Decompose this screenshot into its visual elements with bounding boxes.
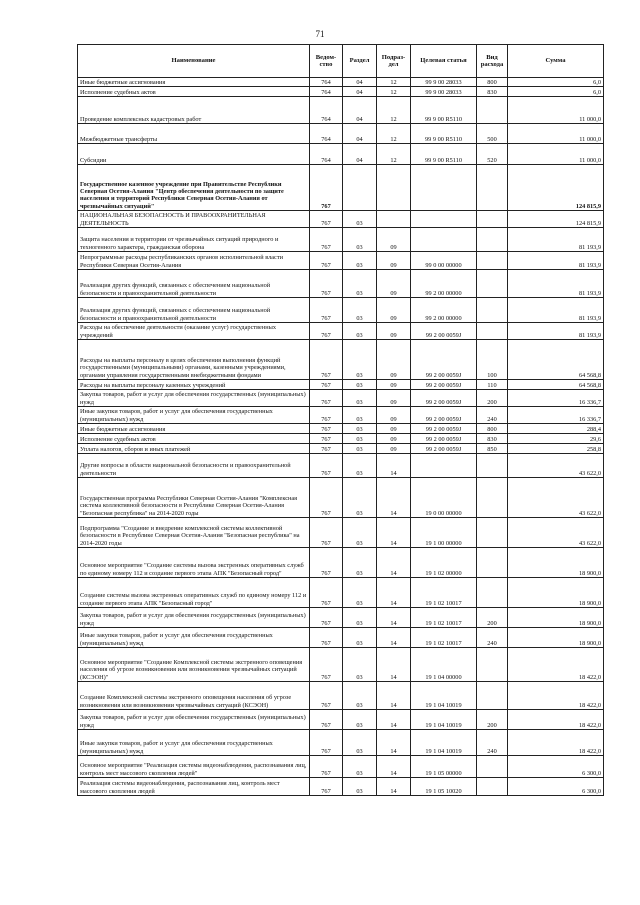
cell-vedomstvo: 767 xyxy=(310,340,343,380)
cell-vedomstvo: 767 xyxy=(310,407,343,424)
table-row xyxy=(78,407,604,424)
table-row xyxy=(78,211,604,228)
cell-expense-type xyxy=(477,756,508,778)
table-row xyxy=(78,340,604,380)
cell-sum: 43 622,0 xyxy=(508,478,604,518)
cell-target-article: 99 2 00 00000 xyxy=(411,298,477,323)
cell-podrazdel xyxy=(377,211,411,228)
cell-target-article: 99 2 00 0059J xyxy=(411,323,477,340)
cell-vedomstvo: 767 xyxy=(310,434,343,444)
table-row xyxy=(78,323,604,340)
cell-vedomstvo: 767 xyxy=(310,730,343,756)
cell-sum: 6,0 xyxy=(508,78,604,87)
table-row xyxy=(78,454,604,478)
cell-vedomstvo: 767 xyxy=(310,444,343,454)
cell-expense-type xyxy=(477,298,508,323)
table-row xyxy=(78,380,604,390)
cell-target-article: 99 0 00 00000 xyxy=(411,252,477,270)
cell-podrazdel: 09 xyxy=(377,270,411,298)
cell-vedomstvo: 767 xyxy=(310,518,343,548)
cell-expense-type: 100 xyxy=(477,340,508,380)
cell-target-article xyxy=(411,211,477,228)
cell-name: Межбюджетные трансферты xyxy=(78,124,310,144)
cell-target-article: 19 1 02 10017 xyxy=(411,608,477,628)
cell-sum: 18 422,0 xyxy=(508,648,604,682)
table-row xyxy=(78,97,604,124)
cell-target-article: 99 9 00 R5110 xyxy=(411,144,477,165)
cell-expense-type: 800 xyxy=(477,78,508,87)
cell-vedomstvo: 767 xyxy=(310,390,343,407)
cell-podrazdel: 09 xyxy=(377,390,411,407)
cell-sum: 18 900,0 xyxy=(508,628,604,648)
cell-expense-type xyxy=(477,682,508,710)
cell-sum: 18 900,0 xyxy=(508,548,604,578)
header-vedomstvo: Ведом-ство xyxy=(310,45,343,78)
cell-razdel: 03 xyxy=(343,434,377,444)
cell-vedomstvo: 767 xyxy=(310,578,343,608)
cell-expense-type: 800 xyxy=(477,424,508,434)
cell-vedomstvo: 767 xyxy=(310,548,343,578)
cell-sum: 11 000,0 xyxy=(508,97,604,124)
cell-expense-type xyxy=(477,97,508,124)
cell-target-article: 19 1 05 00000 xyxy=(411,756,477,778)
cell-razdel: 03 xyxy=(343,390,377,407)
cell-expense-type xyxy=(477,454,508,478)
cell-target-article: 99 9 00 28033 xyxy=(411,78,477,87)
cell-name: Защита населения и территории от чрезвычайных ситуаций природного и техногенного характера, гражданская оборона xyxy=(78,228,310,252)
table-row xyxy=(78,298,604,323)
cell-vedomstvo: 767 xyxy=(310,323,343,340)
cell-expense-type xyxy=(477,323,508,340)
cell-expense-type xyxy=(477,211,508,228)
cell-name: Государственная программа Республики Северная Осетия-Алания "Комплексная система коллективной безопасности в Республике Северная Осетия-Алания "Безопасная республика" на 2014-2020 годы xyxy=(78,478,310,518)
cell-podrazdel: 09 xyxy=(377,298,411,323)
cell-podrazdel: 14 xyxy=(377,730,411,756)
cell-expense-type: 520 xyxy=(477,144,508,165)
cell-podrazdel: 09 xyxy=(377,323,411,340)
cell-name: Субсидии xyxy=(78,144,310,165)
table-row xyxy=(78,730,604,756)
cell-podrazdel: 14 xyxy=(377,682,411,710)
cell-target-article: 19 1 05 10020 xyxy=(411,778,477,796)
cell-sum: 64 568,8 xyxy=(508,340,604,380)
table-row xyxy=(78,390,604,407)
cell-vedomstvo: 767 xyxy=(310,380,343,390)
cell-razdel: 03 xyxy=(343,578,377,608)
cell-sum: 11 000,0 xyxy=(508,144,604,165)
table-row xyxy=(78,478,604,518)
cell-podrazdel: 14 xyxy=(377,628,411,648)
cell-vedomstvo: 767 xyxy=(310,298,343,323)
cell-sum: 16 336,7 xyxy=(508,390,604,407)
cell-expense-type xyxy=(477,252,508,270)
cell-razdel: 03 xyxy=(343,323,377,340)
cell-name: Непрограммные расходы республиканских органов исполнительной власти Республики Северная Осетия-Алания xyxy=(78,252,310,270)
table-row xyxy=(78,444,604,454)
cell-podrazdel: 14 xyxy=(377,478,411,518)
cell-sum: 43 622,0 xyxy=(508,454,604,478)
header-target-article: Целевая статья xyxy=(411,45,477,78)
cell-target-article xyxy=(411,165,477,211)
cell-razdel: 03 xyxy=(343,270,377,298)
cell-sum: 6 300,0 xyxy=(508,756,604,778)
cell-vedomstvo: 767 xyxy=(310,478,343,518)
cell-razdel: 03 xyxy=(343,778,377,796)
cell-sum: 288,4 xyxy=(508,424,604,434)
cell-razdel: 03 xyxy=(343,228,377,252)
cell-expense-type: 240 xyxy=(477,730,508,756)
cell-name: Иные закупки товаров, работ и услуг для обеспечения государственных (муниципальных) нужд xyxy=(78,407,310,424)
cell-name: Исполнение судебных актов xyxy=(78,87,310,97)
table-row xyxy=(78,518,604,548)
cell-razdel: 04 xyxy=(343,124,377,144)
cell-podrazdel: 12 xyxy=(377,78,411,87)
cell-vedomstvo: 764 xyxy=(310,97,343,124)
table-row xyxy=(78,648,604,682)
cell-vedomstvo: 764 xyxy=(310,124,343,144)
cell-razdel: 03 xyxy=(343,682,377,710)
cell-sum: 6,0 xyxy=(508,87,604,97)
cell-podrazdel: 09 xyxy=(377,444,411,454)
cell-name: Расходы на выплаты персоналу казенных учреждений xyxy=(78,380,310,390)
cell-razdel: 04 xyxy=(343,87,377,97)
cell-razdel: 04 xyxy=(343,144,377,165)
cell-sum: 81 193,9 xyxy=(508,252,604,270)
cell-vedomstvo: 767 xyxy=(310,270,343,298)
cell-razdel: 03 xyxy=(343,730,377,756)
cell-vedomstvo: 767 xyxy=(310,756,343,778)
cell-name: Государственное казенное учреждение при Правительстве Республики Северная Осетия-Алания "Центр обеспечения деятельности по защите населения и территорий Республики Северная Осетия-Алания от чрезвычайных ситуаций" xyxy=(78,165,310,211)
cell-vedomstvo: 767 xyxy=(310,165,343,211)
cell-podrazdel: 12 xyxy=(377,97,411,124)
header-razdel: Раздел xyxy=(343,45,377,78)
cell-vedomstvo: 767 xyxy=(310,228,343,252)
cell-name: Исполнение судебных актов xyxy=(78,434,310,444)
cell-razdel: 03 xyxy=(343,548,377,578)
cell-vedomstvo: 767 xyxy=(310,424,343,434)
cell-podrazdel: 09 xyxy=(377,340,411,380)
cell-sum: 18 422,0 xyxy=(508,682,604,710)
cell-vedomstvo: 764 xyxy=(310,87,343,97)
cell-razdel: 03 xyxy=(343,340,377,380)
cell-name: Реализация других функций, связанных с обеспечением национальной безопасности и правоохранительной деятельности xyxy=(78,270,310,298)
cell-razdel: 04 xyxy=(343,78,377,87)
cell-razdel: 03 xyxy=(343,518,377,548)
cell-podrazdel: 14 xyxy=(377,756,411,778)
cell-name: НАЦИОНАЛЬНАЯ БЕЗОПАСНОСТЬ И ПРАВООХРАНИТЕЛЬНАЯ ДЕЯТЕЛЬНОСТЬ xyxy=(78,211,310,228)
cell-target-article: 99 9 00 R5110 xyxy=(411,124,477,144)
cell-podrazdel: 12 xyxy=(377,144,411,165)
cell-target-article xyxy=(411,228,477,252)
table-row xyxy=(78,270,604,298)
cell-expense-type: 200 xyxy=(477,608,508,628)
cell-target-article: 19 1 02 00000 xyxy=(411,548,477,578)
cell-sum: 81 193,9 xyxy=(508,323,604,340)
table-row xyxy=(78,144,604,165)
cell-podrazdel: 14 xyxy=(377,778,411,796)
table-row xyxy=(78,710,604,730)
cell-sum: 18 900,0 xyxy=(508,578,604,608)
cell-vedomstvo: 767 xyxy=(310,608,343,628)
cell-target-article: 19 1 04 10019 xyxy=(411,730,477,756)
cell-target-article: 99 2 00 00000 xyxy=(411,270,477,298)
cell-expense-type xyxy=(477,165,508,211)
cell-name: Закупка товаров, работ и услуг для обеспечения государственных (муниципальных) нужд xyxy=(78,608,310,628)
cell-razdel: 04 xyxy=(343,97,377,124)
cell-razdel: 03 xyxy=(343,424,377,434)
cell-podrazdel xyxy=(377,165,411,211)
cell-expense-type xyxy=(477,648,508,682)
cell-razdel: 03 xyxy=(343,628,377,648)
cell-name: Основное мероприятие "Создание Комплексной системы экстренного оповещения населения об угрозе возникновения или возникновении чрезвычайных ситуаций (КСЭОН)" xyxy=(78,648,310,682)
cell-sum: 6 300,0 xyxy=(508,778,604,796)
header-expense-type: Вид расхода xyxy=(477,45,508,78)
table-row xyxy=(78,165,604,211)
cell-razdel: 03 xyxy=(343,648,377,682)
cell-vedomstvo: 767 xyxy=(310,648,343,682)
cell-sum: 43 622,0 xyxy=(508,518,604,548)
cell-target-article: 19 1 04 10019 xyxy=(411,682,477,710)
cell-sum: 16 336,7 xyxy=(508,407,604,424)
cell-razdel: 03 xyxy=(343,298,377,323)
cell-podrazdel: 14 xyxy=(377,710,411,730)
cell-razdel: 03 xyxy=(343,710,377,730)
cell-sum: 81 193,9 xyxy=(508,298,604,323)
cell-vedomstvo: 767 xyxy=(310,710,343,730)
cell-name: Основное мероприятие "Реализация системы видеонаблюдения, распознавания лиц, контроль мест массового скопления людей" xyxy=(78,756,310,778)
table-header-row xyxy=(78,45,604,78)
cell-expense-type xyxy=(477,518,508,548)
table-row xyxy=(78,578,604,608)
cell-name: Подпрограмма "Создание и внедрение комплексной системы коллективной безопасности в Республике Северная Осетия-Алания "Безопасная республика" на 2014-2020 годы xyxy=(78,518,310,548)
cell-name: Другие вопросы в области национальной безопасности и правоохранительной деятельности xyxy=(78,454,310,478)
cell-sum: 81 193,9 xyxy=(508,228,604,252)
cell-razdel: 03 xyxy=(343,380,377,390)
cell-sum: 11 000,0 xyxy=(508,124,604,144)
cell-name: Расходы на выплаты персоналу в целях обеспечения выполнения функций государственными (муниципальными) органами, казенными учреждениями, органами управления государственными внебюджетными фондами xyxy=(78,340,310,380)
table-row xyxy=(78,252,604,270)
cell-expense-type xyxy=(477,548,508,578)
table-row xyxy=(78,78,604,87)
header-sum: Сумма xyxy=(508,45,604,78)
cell-target-article: 99 2 00 0059J xyxy=(411,434,477,444)
table-row xyxy=(78,434,604,444)
cell-podrazdel: 14 xyxy=(377,608,411,628)
cell-target-article: 99 2 00 0059J xyxy=(411,390,477,407)
header-name: Наименование xyxy=(78,45,310,78)
table-row xyxy=(78,778,604,796)
cell-name: Реализация системы видеонаблюдения, распознавания лиц, контроль мест массового скопления людей xyxy=(78,778,310,796)
cell-sum: 18 900,0 xyxy=(508,608,604,628)
cell-name: Иные закупки товаров, работ и услуг для обеспечения государственных (муниципальных) нужд xyxy=(78,628,310,648)
cell-podrazdel: 12 xyxy=(377,124,411,144)
cell-sum: 124 815,9 xyxy=(508,165,604,211)
cell-expense-type: 200 xyxy=(477,390,508,407)
cell-expense-type: 240 xyxy=(477,407,508,424)
cell-razdel xyxy=(343,165,377,211)
cell-expense-type: 500 xyxy=(477,124,508,144)
cell-expense-type: 850 xyxy=(477,444,508,454)
cell-target-article: 99 9 00 28033 xyxy=(411,87,477,97)
cell-expense-type xyxy=(477,228,508,252)
cell-target-article: 99 2 00 0059J xyxy=(411,340,477,380)
table-row xyxy=(78,756,604,778)
cell-sum: 124 815,9 xyxy=(508,211,604,228)
cell-name: Иные закупки товаров, работ и услуг для обеспечения государственных (муниципальных) нужд xyxy=(78,730,310,756)
cell-podrazdel: 09 xyxy=(377,228,411,252)
cell-podrazdel: 09 xyxy=(377,380,411,390)
cell-podrazdel: 09 xyxy=(377,252,411,270)
table-row xyxy=(78,682,604,710)
cell-vedomstvo: 767 xyxy=(310,252,343,270)
cell-name: Основное мероприятие "Создание системы вызова экстренных оперативных служб по единому номеру 112 и создание первого этапа АПК "Безопасный город" xyxy=(78,548,310,578)
table-row xyxy=(78,87,604,97)
cell-podrazdel: 14 xyxy=(377,454,411,478)
cell-target-article: 99 2 00 0059J xyxy=(411,380,477,390)
cell-target-article: 19 1 02 10017 xyxy=(411,578,477,608)
cell-expense-type: 110 xyxy=(477,380,508,390)
header-podrazdel: Подраз-дел xyxy=(377,45,411,78)
cell-target-article xyxy=(411,454,477,478)
cell-razdel: 03 xyxy=(343,756,377,778)
cell-razdel: 03 xyxy=(343,444,377,454)
cell-expense-type xyxy=(477,578,508,608)
cell-name: Реализация других функций, связанных с обеспечением национальной безопасности и правоохранительной деятельности xyxy=(78,298,310,323)
table-row xyxy=(78,628,604,648)
cell-expense-type xyxy=(477,778,508,796)
cell-sum: 64 568,8 xyxy=(508,380,604,390)
cell-target-article: 19 1 04 00000 xyxy=(411,648,477,682)
cell-podrazdel: 14 xyxy=(377,518,411,548)
cell-vedomstvo: 767 xyxy=(310,682,343,710)
cell-podrazdel: 14 xyxy=(377,578,411,608)
cell-target-article: 19 1 02 10017 xyxy=(411,628,477,648)
cell-razdel: 03 xyxy=(343,407,377,424)
cell-podrazdel: 14 xyxy=(377,548,411,578)
cell-podrazdel: 14 xyxy=(377,648,411,682)
cell-podrazdel: 09 xyxy=(377,407,411,424)
cell-name: Создание Комплексной системы экстренного оповещения населения об угрозе возникновения или возникновении чрезвычайных ситуаций (КСЭОН) xyxy=(78,682,310,710)
cell-name: Проведение комплексных кадастровых работ xyxy=(78,97,310,124)
cell-vedomstvo: 767 xyxy=(310,778,343,796)
table-row xyxy=(78,424,604,434)
table-row xyxy=(78,228,604,252)
cell-sum: 258,8 xyxy=(508,444,604,454)
cell-podrazdel: 09 xyxy=(377,424,411,434)
cell-target-article: 19 0 00 00000 xyxy=(411,478,477,518)
cell-razdel: 03 xyxy=(343,478,377,518)
cell-sum: 18 422,0 xyxy=(508,710,604,730)
table-row xyxy=(78,124,604,144)
cell-sum: 81 193,9 xyxy=(508,270,604,298)
cell-vedomstvo: 767 xyxy=(310,628,343,648)
cell-expense-type xyxy=(477,478,508,518)
page-number: 71 xyxy=(315,29,325,39)
cell-name: Уплата налогов, сборов и иных платежей xyxy=(78,444,310,454)
cell-razdel: 03 xyxy=(343,252,377,270)
table-body xyxy=(78,78,604,796)
table-row xyxy=(78,608,604,628)
cell-target-article: 99 2 00 0059J xyxy=(411,407,477,424)
cell-target-article: 99 9 00 R5110 xyxy=(411,97,477,124)
cell-expense-type: 240 xyxy=(477,628,508,648)
cell-vedomstvo: 764 xyxy=(310,144,343,165)
cell-vedomstvo: 767 xyxy=(310,211,343,228)
table-row xyxy=(78,548,604,578)
cell-razdel: 03 xyxy=(343,211,377,228)
cell-podrazdel: 12 xyxy=(377,87,411,97)
cell-expense-type: 830 xyxy=(477,434,508,444)
cell-vedomstvo: 764 xyxy=(310,78,343,87)
cell-razdel: 03 xyxy=(343,454,377,478)
cell-name: Иные бюджетные ассигнования xyxy=(78,424,310,434)
cell-expense-type xyxy=(477,270,508,298)
cell-target-article: 99 2 00 0059J xyxy=(411,444,477,454)
cell-podrazdel: 09 xyxy=(377,434,411,444)
cell-target-article: 19 1 00 00000 xyxy=(411,518,477,548)
cell-target-article: 99 2 00 0059J xyxy=(411,424,477,434)
cell-expense-type: 200 xyxy=(477,710,508,730)
cell-name: Закупка товаров, работ и услуг для обеспечения государственных (муниципальных) нужд xyxy=(78,390,310,407)
cell-name: Создание системы вызова экстренных оперативных служб по единому номеру 112 и создание первого этапа АПК "Безопасный город" xyxy=(78,578,310,608)
cell-razdel: 03 xyxy=(343,608,377,628)
cell-vedomstvo: 767 xyxy=(310,454,343,478)
budget-table xyxy=(77,44,604,796)
cell-name: Иные бюджетные ассигнования xyxy=(78,78,310,87)
cell-target-article: 19 1 04 10019 xyxy=(411,710,477,730)
cell-name: Расходы на обеспечение деятельности (оказание услуг) государственных учреждений xyxy=(78,323,310,340)
cell-sum: 18 422,0 xyxy=(508,730,604,756)
cell-name: Закупка товаров, работ и услуг для обеспечения государственных (муниципальных) нужд xyxy=(78,710,310,730)
cell-sum: 29,6 xyxy=(508,434,604,444)
cell-expense-type: 830 xyxy=(477,87,508,97)
